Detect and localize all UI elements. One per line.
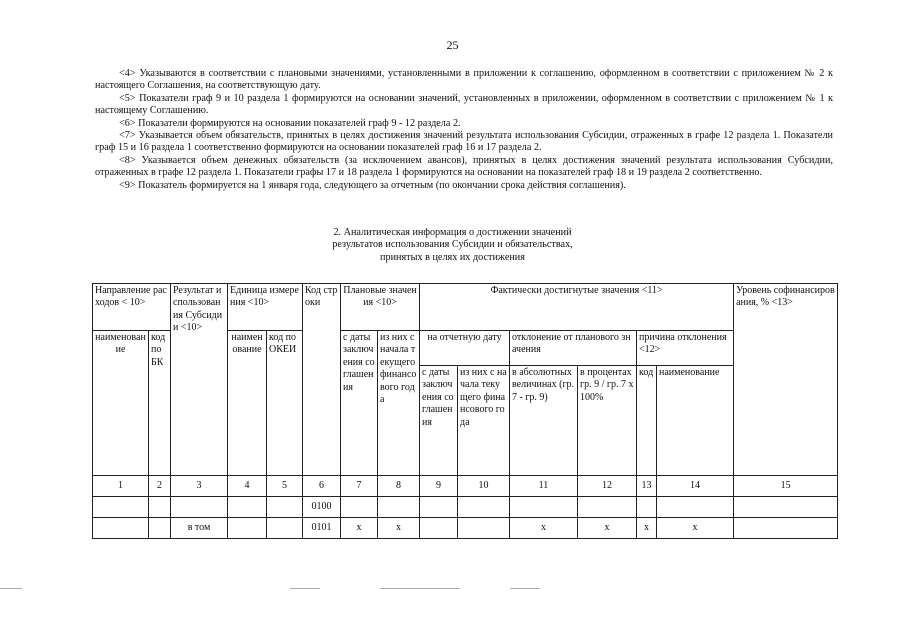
header-unit: Единица измерения <10> <box>228 284 303 331</box>
column-number: 2 <box>149 476 171 497</box>
header-deviation: отклонение от планового значения <box>510 331 637 366</box>
table-cell: x <box>578 518 637 539</box>
column-number: 5 <box>267 476 303 497</box>
table-cell <box>734 518 838 539</box>
header-direction: Направление расходов < 10> <box>93 284 171 331</box>
column-number: 14 <box>657 476 734 497</box>
footer-rule <box>290 588 320 589</box>
header-cofinancing: Уровень софинансирования, % <13> <box>734 284 838 476</box>
section-title-line-1: 2. Аналитическая информация о достижении значений <box>333 227 572 238</box>
column-number: 9 <box>420 476 458 497</box>
table-cell: x <box>637 518 657 539</box>
column-number: 4 <box>228 476 267 497</box>
column-number: 7 <box>341 476 378 497</box>
table-cell <box>458 518 510 539</box>
column-number-row <box>93 476 838 497</box>
table-cell: x <box>657 518 734 539</box>
table-cell <box>93 518 149 539</box>
footnote-4: <4> Указываются в соответствии с плановыми значениями, установленными в приложении к соглашению, оформленном в соответствии с приложением № 2 к настоящего Соглашения, на соответствующую дату. <box>95 68 833 92</box>
header-direction-name: наименование <box>93 331 149 476</box>
header-unit-name: наименование <box>228 331 267 476</box>
column-number: 1 <box>93 476 149 497</box>
table-cell: x <box>378 518 420 539</box>
table-cell <box>267 497 303 518</box>
header-reason: причина отклонения <12> <box>637 331 734 366</box>
table-cell <box>378 497 420 518</box>
column-number: 6 <box>303 476 341 497</box>
column-number: 10 <box>458 476 510 497</box>
header-direction-code: код по БК <box>149 331 171 476</box>
table-cell: x <box>341 518 378 539</box>
column-number: 12 <box>578 476 637 497</box>
footnote-6: <6> Показатели формируются на основании показателей граф 9 - 12 раздела 2. <box>119 117 461 129</box>
footnote-7: <7> Указывается объем обязательств, принятых в целях достижения значений результата использования Субсидии, отраженных в графе 12 раздела 1. Показатели граф 15 и 16 раздела 1 соответственно формируются на основании показателей граф 16 и 17 раздела 2. <box>95 130 833 154</box>
table-cell <box>228 497 267 518</box>
header-actual: Фактически достигнутые значения <11> <box>420 284 734 331</box>
table-cell <box>93 497 149 518</box>
page-number: 25 <box>446 38 459 52</box>
header-deviation-percent: в процентах гр. 9 / гр. 7 х 100% <box>578 366 637 476</box>
column-number: 8 <box>378 476 420 497</box>
table-cell <box>578 497 637 518</box>
table-cell <box>341 497 378 518</box>
page-bottom-rule <box>0 588 905 592</box>
table-cell: 0100 <box>303 497 341 518</box>
table-cell <box>657 497 734 518</box>
table-cell <box>420 518 458 539</box>
table-cell <box>510 497 578 518</box>
table-cell <box>267 518 303 539</box>
table-cell <box>228 518 267 539</box>
header-result: Результат использования Субсидии <10> <box>171 284 228 476</box>
analytics-table <box>92 283 838 539</box>
header-actual-current-year: из них с начала текущего финансового года <box>458 366 510 476</box>
table-cell: x <box>510 518 578 539</box>
footer-rule <box>510 588 540 589</box>
header-planned-current-year: из них с начала текущего финансового года <box>378 331 420 476</box>
header-planned: Плановые значения <10> <box>341 284 420 331</box>
table-row <box>93 518 838 539</box>
footer-rule <box>380 588 460 589</box>
header-deviation-absolute: в абсолютных величинах (гр. 7 - гр. 9) <box>510 366 578 476</box>
footnote-5: <5> Показатели граф 9 и 10 раздела 1 формируются на основании значений, установленных в приложении, оформленном в соответствии с приложением № 1 к настоящему Соглашению. <box>95 92 833 117</box>
footnote-9: <9> Показатель формируется на 1 января года, следующего за отчетным (по окончании срока действия соглашения). <box>119 179 626 191</box>
header-reason-code: код <box>637 366 657 476</box>
header-reason-name: наименование <box>657 366 734 476</box>
table-cell <box>734 497 838 518</box>
table-cell: в том <box>171 518 228 539</box>
header-planned-from-date: с даты заключения соглашения <box>341 331 378 476</box>
column-number: 11 <box>510 476 578 497</box>
table-cell <box>171 497 228 518</box>
footer-rule <box>0 588 22 589</box>
section-title-line-2: результатов использования Субсидии и обязательствах, <box>332 239 573 251</box>
column-number: 13 <box>637 476 657 497</box>
table-cell <box>637 497 657 518</box>
section-title-line-3: принятых в целях их достижения <box>380 251 525 263</box>
table-cell <box>458 497 510 518</box>
table-row <box>93 497 838 518</box>
table-cell <box>149 497 171 518</box>
column-number: 15 <box>734 476 838 497</box>
header-row-code: Код строки <box>303 284 341 476</box>
header-actual-from-date: с даты заключения соглашения <box>420 366 458 476</box>
section-title <box>0 227 905 264</box>
table-cell <box>420 497 458 518</box>
header-unit-code: код по ОКЕИ <box>267 331 303 476</box>
footnotes <box>95 68 833 192</box>
footnote-8: <8> Указывается объем денежных обязательств (за исключением авансов), принятых в целях достижения значений результата использования Субсидии, отраженных в графе 12 раздела 1. Показатели графы 17 и 18 раздела 1 формируются на основании на показателей граф 18 и 19 раздела 2 соответственно. <box>95 154 833 179</box>
table-cell <box>149 518 171 539</box>
table-cell: 0101 <box>303 518 341 539</box>
header-reporting-date: на отчетную дату <box>420 331 510 366</box>
column-number: 3 <box>171 476 228 497</box>
